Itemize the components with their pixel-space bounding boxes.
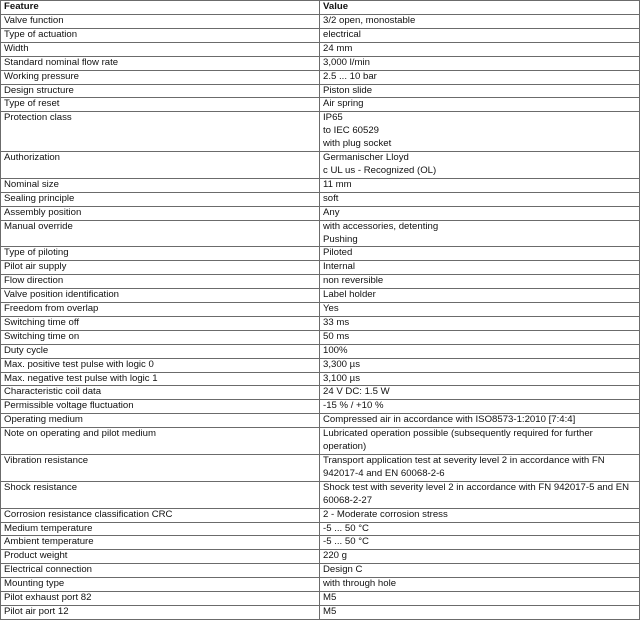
value-line: Shock test with severity level 2 in accordance with FN 942017-5 and EN 60068-2-27 (323, 481, 630, 506)
value-cell (320, 372, 640, 386)
feature-cell: Medium temperature (1, 522, 320, 536)
feature-cell: Permissible voltage fluctuation (1, 400, 320, 414)
value-line: with plug socket (323, 138, 392, 150)
feature-cell: Note on operating and pilot medium (1, 428, 320, 455)
feature-cell: Type of actuation (1, 28, 320, 42)
value-line: Internal (323, 261, 355, 273)
value-line: 2 - Moderate corrosion stress (323, 508, 448, 520)
table-row (1, 15, 640, 29)
value-line: electrical (323, 28, 361, 40)
table-row (1, 605, 640, 619)
feature-cell: Freedom from overlap (1, 303, 320, 317)
value-cell (320, 481, 640, 508)
table-row (1, 564, 640, 578)
value-cell (320, 522, 640, 536)
value-cell (320, 578, 640, 592)
feature-cell: Nominal size (1, 178, 320, 192)
value-cell (320, 508, 640, 522)
value-line: non reversible (323, 275, 384, 287)
table-row (1, 247, 640, 261)
feature-cell: Design structure (1, 84, 320, 98)
table-row (1, 178, 640, 192)
value-cell (320, 358, 640, 372)
value-cell (320, 206, 640, 220)
feature-cell: Max. positive test pulse with logic 0 (1, 358, 320, 372)
value-cell (320, 330, 640, 344)
table-row (1, 42, 640, 56)
value-cell (320, 42, 640, 56)
value-cell (320, 56, 640, 70)
table-row (1, 70, 640, 84)
feature-cell: Mounting type (1, 578, 320, 592)
table-row (1, 316, 640, 330)
value-line: 11 mm (323, 178, 352, 190)
value-cell (320, 70, 640, 84)
value-cell (320, 592, 640, 606)
feature-cell: Characteristic coil data (1, 386, 320, 400)
feature-cell: Sealing principle (1, 192, 320, 206)
value-cell (320, 550, 640, 564)
table-row (1, 206, 640, 220)
feature-cell: Product weight (1, 550, 320, 564)
table-row (1, 28, 640, 42)
value-line: 24 mm (323, 42, 353, 54)
table-row (1, 152, 640, 179)
value-line: with through hole (323, 578, 397, 590)
header-feature: Feature (1, 1, 320, 15)
value-cell (320, 152, 640, 179)
value-line: 3,300 µs (323, 358, 360, 370)
table-row (1, 220, 640, 247)
value-cell (320, 178, 640, 192)
value-cell (320, 386, 640, 400)
value-cell (320, 455, 640, 482)
value-cell (320, 112, 640, 152)
table-row (1, 481, 640, 508)
value-line: 50 ms (323, 330, 350, 342)
value-line: Design C (323, 564, 363, 576)
value-cell (320, 28, 640, 42)
value-line: 33 ms (323, 316, 350, 328)
feature-cell: Switching time off (1, 316, 320, 330)
feature-cell: Authorization (1, 152, 320, 179)
value-line: Transport application test at severity level 2 in accordance with FN 942017-4 and EN 60068-2-6 (323, 455, 605, 479)
feature-cell: Electrical connection (1, 564, 320, 578)
table-row (1, 275, 640, 289)
feature-cell: Corrosion resistance classification CRC (1, 508, 320, 522)
value-line: soft (323, 192, 339, 204)
feature-cell: Protection class (1, 112, 320, 152)
value-line: Pushing (323, 233, 358, 245)
feature-cell: Max. negative test pulse with logic 1 (1, 372, 320, 386)
value-line: 2.5 ... 10 bar (323, 70, 377, 82)
table-row (1, 578, 640, 592)
table-row (1, 84, 640, 98)
feature-cell: Standard nominal flow rate (1, 56, 320, 70)
feature-cell: Valve function (1, 15, 320, 29)
value-cell (320, 316, 640, 330)
feature-cell: Manual override (1, 220, 320, 247)
table-row (1, 414, 640, 428)
feature-cell: Width (1, 42, 320, 56)
value-cell (320, 303, 640, 317)
table-row (1, 261, 640, 275)
table-row (1, 192, 640, 206)
value-line: Lubricated operation possible (subsequently required for further operation) (323, 428, 593, 453)
value-cell (320, 400, 640, 414)
table-row (1, 522, 640, 536)
table-row (1, 455, 640, 482)
table-row (1, 56, 640, 70)
table-row (1, 112, 640, 152)
value-cell (320, 289, 640, 303)
feature-cell: Pilot air supply (1, 261, 320, 275)
value-line: 24 V DC: 1.5 W (323, 386, 390, 398)
feature-cell: Switching time on (1, 330, 320, 344)
feature-cell: Pilot exhaust port 82 (1, 592, 320, 606)
table-row (1, 98, 640, 112)
table-row (1, 289, 640, 303)
value-line: Air spring (323, 98, 364, 110)
value-line: -5 ... 50 °C (323, 522, 369, 534)
value-line: to IEC 60529 (323, 125, 380, 137)
feature-cell: Type of reset (1, 98, 320, 112)
value-line: -15 % / +10 % (323, 400, 384, 412)
table-row (1, 536, 640, 550)
value-line: 3/2 open, monostable (323, 15, 416, 26)
feature-cell: Working pressure (1, 70, 320, 84)
value-line: -5 ... 50 °C (323, 536, 369, 548)
value-line: with accessories, detenting (323, 220, 439, 232)
table-row (1, 386, 640, 400)
value-line: c UL us - Recognized (OL) (323, 164, 437, 176)
value-line: 220 g (323, 550, 348, 562)
table-row (1, 372, 640, 386)
feature-cell: Operating medium (1, 414, 320, 428)
table-header-row (1, 1, 640, 15)
value-cell (320, 261, 640, 275)
spec-table-body (1, 15, 640, 620)
value-cell (320, 564, 640, 578)
feature-cell: Assembly position (1, 206, 320, 220)
feature-cell: Flow direction (1, 275, 320, 289)
value-line: Germanischer Lloyd (323, 152, 409, 164)
value-line: Compressed air in accordance with ISO8573-1:2010 [7:4:4] (323, 414, 576, 426)
table-row (1, 592, 640, 606)
value-cell (320, 344, 640, 358)
value-line: Label holder (323, 289, 376, 301)
feature-cell: Ambient temperature (1, 536, 320, 550)
feature-cell: Type of piloting (1, 247, 320, 261)
value-line: Piloted (323, 247, 353, 259)
value-line: Any (323, 206, 340, 218)
value-line: 100% (323, 344, 348, 356)
feature-cell: Vibration resistance (1, 455, 320, 482)
value-cell (320, 84, 640, 98)
value-line: M5 (323, 605, 337, 617)
table-row (1, 358, 640, 372)
header-value: Value (320, 1, 640, 15)
value-cell (320, 15, 640, 29)
table-row (1, 508, 640, 522)
table-row (1, 400, 640, 414)
value-line: 3,100 µs (323, 372, 360, 384)
value-cell (320, 247, 640, 261)
value-cell (320, 192, 640, 206)
value-line: Piston slide (323, 84, 373, 96)
table-row (1, 428, 640, 455)
value-cell (320, 98, 640, 112)
value-cell (320, 275, 640, 289)
value-cell (320, 536, 640, 550)
feature-cell: Valve position identification (1, 289, 320, 303)
table-row (1, 550, 640, 564)
table-row (1, 303, 640, 317)
value-cell (320, 414, 640, 428)
value-line: Yes (323, 303, 339, 315)
table-row (1, 344, 640, 358)
feature-cell: Shock resistance (1, 481, 320, 508)
value-cell (320, 220, 640, 247)
value-line: M5 (323, 592, 337, 604)
value-cell (320, 605, 640, 619)
value-line: IP65 (323, 112, 343, 124)
feature-cell: Pilot air port 12 (1, 605, 320, 619)
feature-cell: Duty cycle (1, 344, 320, 358)
value-cell (320, 428, 640, 455)
value-line: 3,000 l/min (323, 56, 370, 68)
table-row (1, 330, 640, 344)
